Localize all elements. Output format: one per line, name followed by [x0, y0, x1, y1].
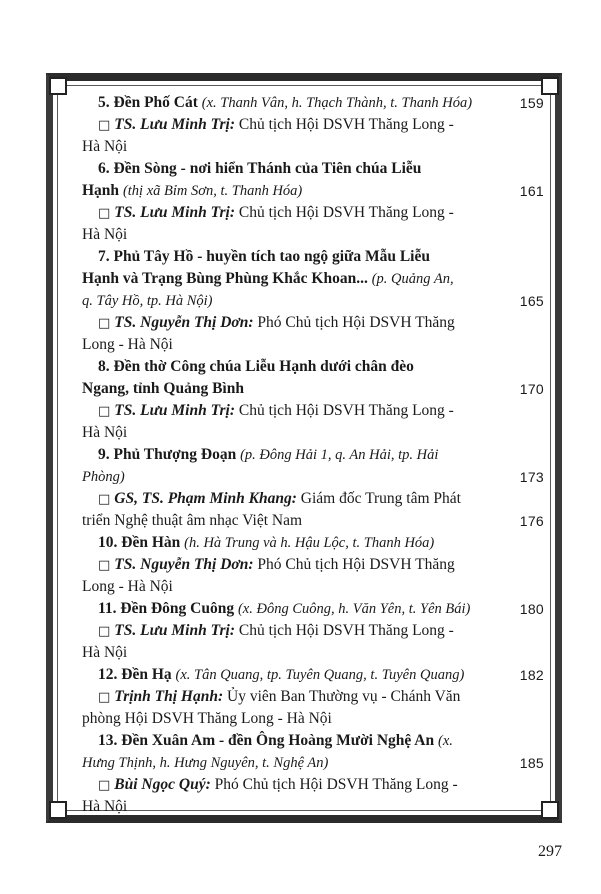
bullet-icon: □ — [98, 206, 111, 221]
entry-author-line — [82, 510, 542, 532]
entry-location: Hưng Thịnh, h. Hưng Nguyên, t. Nghệ An) — [82, 755, 329, 771]
entry-page-number: 159 — [519, 95, 544, 111]
entry-title-line — [82, 290, 542, 312]
entry-location: (x. Tân Quang, tp. Tuyên Quang, t. Tuyên Quang) — [175, 667, 465, 683]
entry-title: 13. Đền Xuân Am - đền Ông Hoàng Mười Nghệ An — [98, 732, 435, 749]
toc-entry[interactable] — [82, 730, 542, 818]
bullet-icon: □ — [98, 492, 111, 507]
toc-entry[interactable] — [82, 598, 542, 664]
author-role: Ủy viên Ban Thường vụ - Chánh Văn — [227, 688, 461, 705]
toc-entry[interactable] — [82, 356, 542, 444]
entry-author-line — [82, 620, 542, 642]
entry-title-line — [82, 92, 542, 114]
page-number: 297 — [538, 843, 562, 860]
entry-author-line — [82, 774, 542, 796]
entry-location: (x. Đông Cuông, h. Văn Yên, t. Yên Bái) — [237, 601, 471, 617]
author-name: TS. Nguyễn Thị Dơn: — [114, 556, 254, 573]
entry-author-line — [82, 136, 542, 158]
author-role: Chủ tịch Hội DSVH Thăng Long - — [238, 622, 454, 639]
entry-location: (thị xã Bỉm Sơn, t. Thanh Hóa) — [122, 183, 303, 199]
entry-page-number: 165 — [519, 293, 544, 309]
entry-location: (x. Thanh Vân, h. Thạch Thành, t. Thanh Hóa) — [201, 95, 473, 111]
entry-title: 8. Đền thờ Công chúa Liễu Hạnh dưới chân đèo — [98, 358, 414, 375]
entry-title-line — [82, 466, 542, 488]
bullet-icon: □ — [98, 558, 111, 573]
entry-location: Phòng) — [82, 469, 125, 485]
toc-entry[interactable] — [82, 444, 542, 532]
entry-title-line — [82, 730, 542, 752]
entry-author-line — [82, 334, 542, 356]
bullet-icon: □ — [98, 778, 111, 793]
author-role: Hà Nội — [82, 138, 128, 155]
bullet-icon: □ — [98, 316, 111, 331]
entry-title: 12. Đền Hạ — [98, 666, 172, 683]
author-name: Trịnh Thị Hạnh: — [114, 688, 224, 705]
author-role: Phó Chủ tịch Hội DSVH Thăng — [257, 314, 455, 331]
bullet-icon: □ — [98, 118, 111, 133]
entry-title: 7. Phủ Tây Hồ - huyền tích tao ngộ giữa Mẫu Liễu — [98, 248, 430, 265]
author-role: Hà Nội — [82, 424, 128, 441]
entry-title-line — [82, 180, 542, 202]
author-role: Long - Hà Nội — [82, 578, 173, 595]
author-name: TS. Nguyễn Thị Dơn: — [114, 314, 254, 331]
bullet-icon: □ — [98, 690, 111, 705]
entry-title: 6. Đền Sòng - nơi hiển Thánh của Tiên chúa Liễu — [98, 160, 422, 177]
entry-location: (x. — [438, 733, 453, 749]
entry-title-line — [82, 598, 542, 620]
toc-entry[interactable] — [82, 92, 542, 158]
author-role: Hà Nội — [82, 644, 128, 661]
author-role: Chủ tịch Hội DSVH Thăng Long - — [238, 204, 454, 221]
entry-author-line — [82, 642, 542, 664]
entry-title-line — [82, 532, 542, 554]
frame-corner-ornament — [49, 77, 67, 95]
author-role: Chủ tịch Hội DSVH Thăng Long - — [238, 402, 454, 419]
author-role: Phó Chủ tịch Hội DSVH Thăng Long - — [214, 776, 458, 793]
author-name: Bùi Ngọc Quý: — [114, 776, 211, 793]
entry-title-line — [82, 378, 542, 400]
entry-location: (p. Quảng An, — [371, 271, 454, 287]
entry-title-line — [82, 356, 542, 378]
entry-page-number: 180 — [519, 601, 544, 617]
author-role: Phó Chủ tịch Hội DSVH Thăng — [257, 556, 455, 573]
entry-author-line — [82, 554, 542, 576]
entry-author-line — [82, 422, 542, 444]
author-role: Hà Nội — [82, 226, 128, 243]
entry-page-number: 170 — [519, 381, 544, 397]
entry-title-line — [82, 752, 542, 774]
entry-author-line — [82, 312, 542, 334]
frame-corner-ornament — [49, 801, 67, 819]
entry-page-number: 173 — [519, 469, 544, 485]
entry-title: 5. Đền Phố Cát — [98, 94, 198, 111]
entry-page-number: 176 — [519, 513, 544, 529]
author-name: TS. Lưu Minh Trị: — [114, 204, 235, 221]
entry-title-line — [82, 444, 542, 466]
entry-title-line — [82, 664, 542, 686]
entry-author-line — [82, 488, 542, 510]
entry-title: 11. Đền Đông Cuông — [98, 600, 235, 617]
entry-title-line — [82, 246, 542, 268]
toc-entry[interactable] — [82, 532, 542, 598]
author-name: TS. Lưu Minh Trị: — [114, 116, 235, 133]
entry-author-line — [82, 224, 542, 246]
entry-location: (h. Hà Trung và h. Hậu Lộc, t. Thanh Hóa) — [184, 535, 435, 551]
author-role: Long - Hà Nội — [82, 336, 173, 353]
entry-author-line — [82, 796, 542, 818]
frame-corner-ornament — [541, 801, 559, 819]
toc-entry[interactable] — [82, 158, 542, 246]
author-role: Hà Nội — [82, 798, 128, 815]
bullet-icon: □ — [98, 624, 111, 639]
entry-page-number: 161 — [519, 183, 544, 199]
author-role: Giám đốc Trung tâm Phát — [300, 490, 461, 507]
entry-author-line — [82, 708, 542, 730]
entry-author-line — [82, 202, 542, 224]
bullet-icon: □ — [98, 404, 111, 419]
toc-entry[interactable] — [82, 246, 542, 356]
entry-title: Ngang, tỉnh Quảng Bình — [82, 380, 244, 397]
entry-title: 10. Đền Hàn — [98, 534, 181, 551]
author-name: TS. Lưu Minh Trị: — [114, 622, 235, 639]
entry-author-line — [82, 576, 542, 598]
entry-page-number: 185 — [519, 755, 544, 771]
entry-title: Hạnh — [82, 182, 120, 199]
entry-author-line — [82, 686, 542, 708]
entry-author-line — [82, 114, 542, 136]
author-role: Chủ tịch Hội DSVH Thăng Long - — [238, 116, 454, 133]
author-role: phòng Hội DSVH Thăng Long - Hà Nội — [82, 710, 332, 727]
entry-location: (p. Đông Hải 1, q. An Hải, tp. Hải — [240, 447, 439, 463]
entry-location: q. Tây Hồ, tp. Hà Nội) — [82, 293, 213, 309]
entry-title: Hạnh và Trạng Bùng Phùng Khắc Khoan... — [82, 270, 368, 287]
entry-title-line — [82, 158, 542, 180]
author-name: TS. Lưu Minh Trị: — [114, 402, 235, 419]
author-role: triển Nghệ thuật âm nhạc Việt Nam — [82, 512, 303, 529]
table-of-contents — [82, 92, 542, 818]
toc-entry[interactable] — [82, 664, 542, 730]
entry-page-number: 182 — [519, 667, 544, 683]
entry-title: 9. Phủ Thượng Đoạn — [98, 446, 237, 463]
entry-title-line — [82, 268, 542, 290]
author-name: GS, TS. Phạm Minh Khang: — [114, 490, 297, 507]
entry-author-line — [82, 400, 542, 422]
